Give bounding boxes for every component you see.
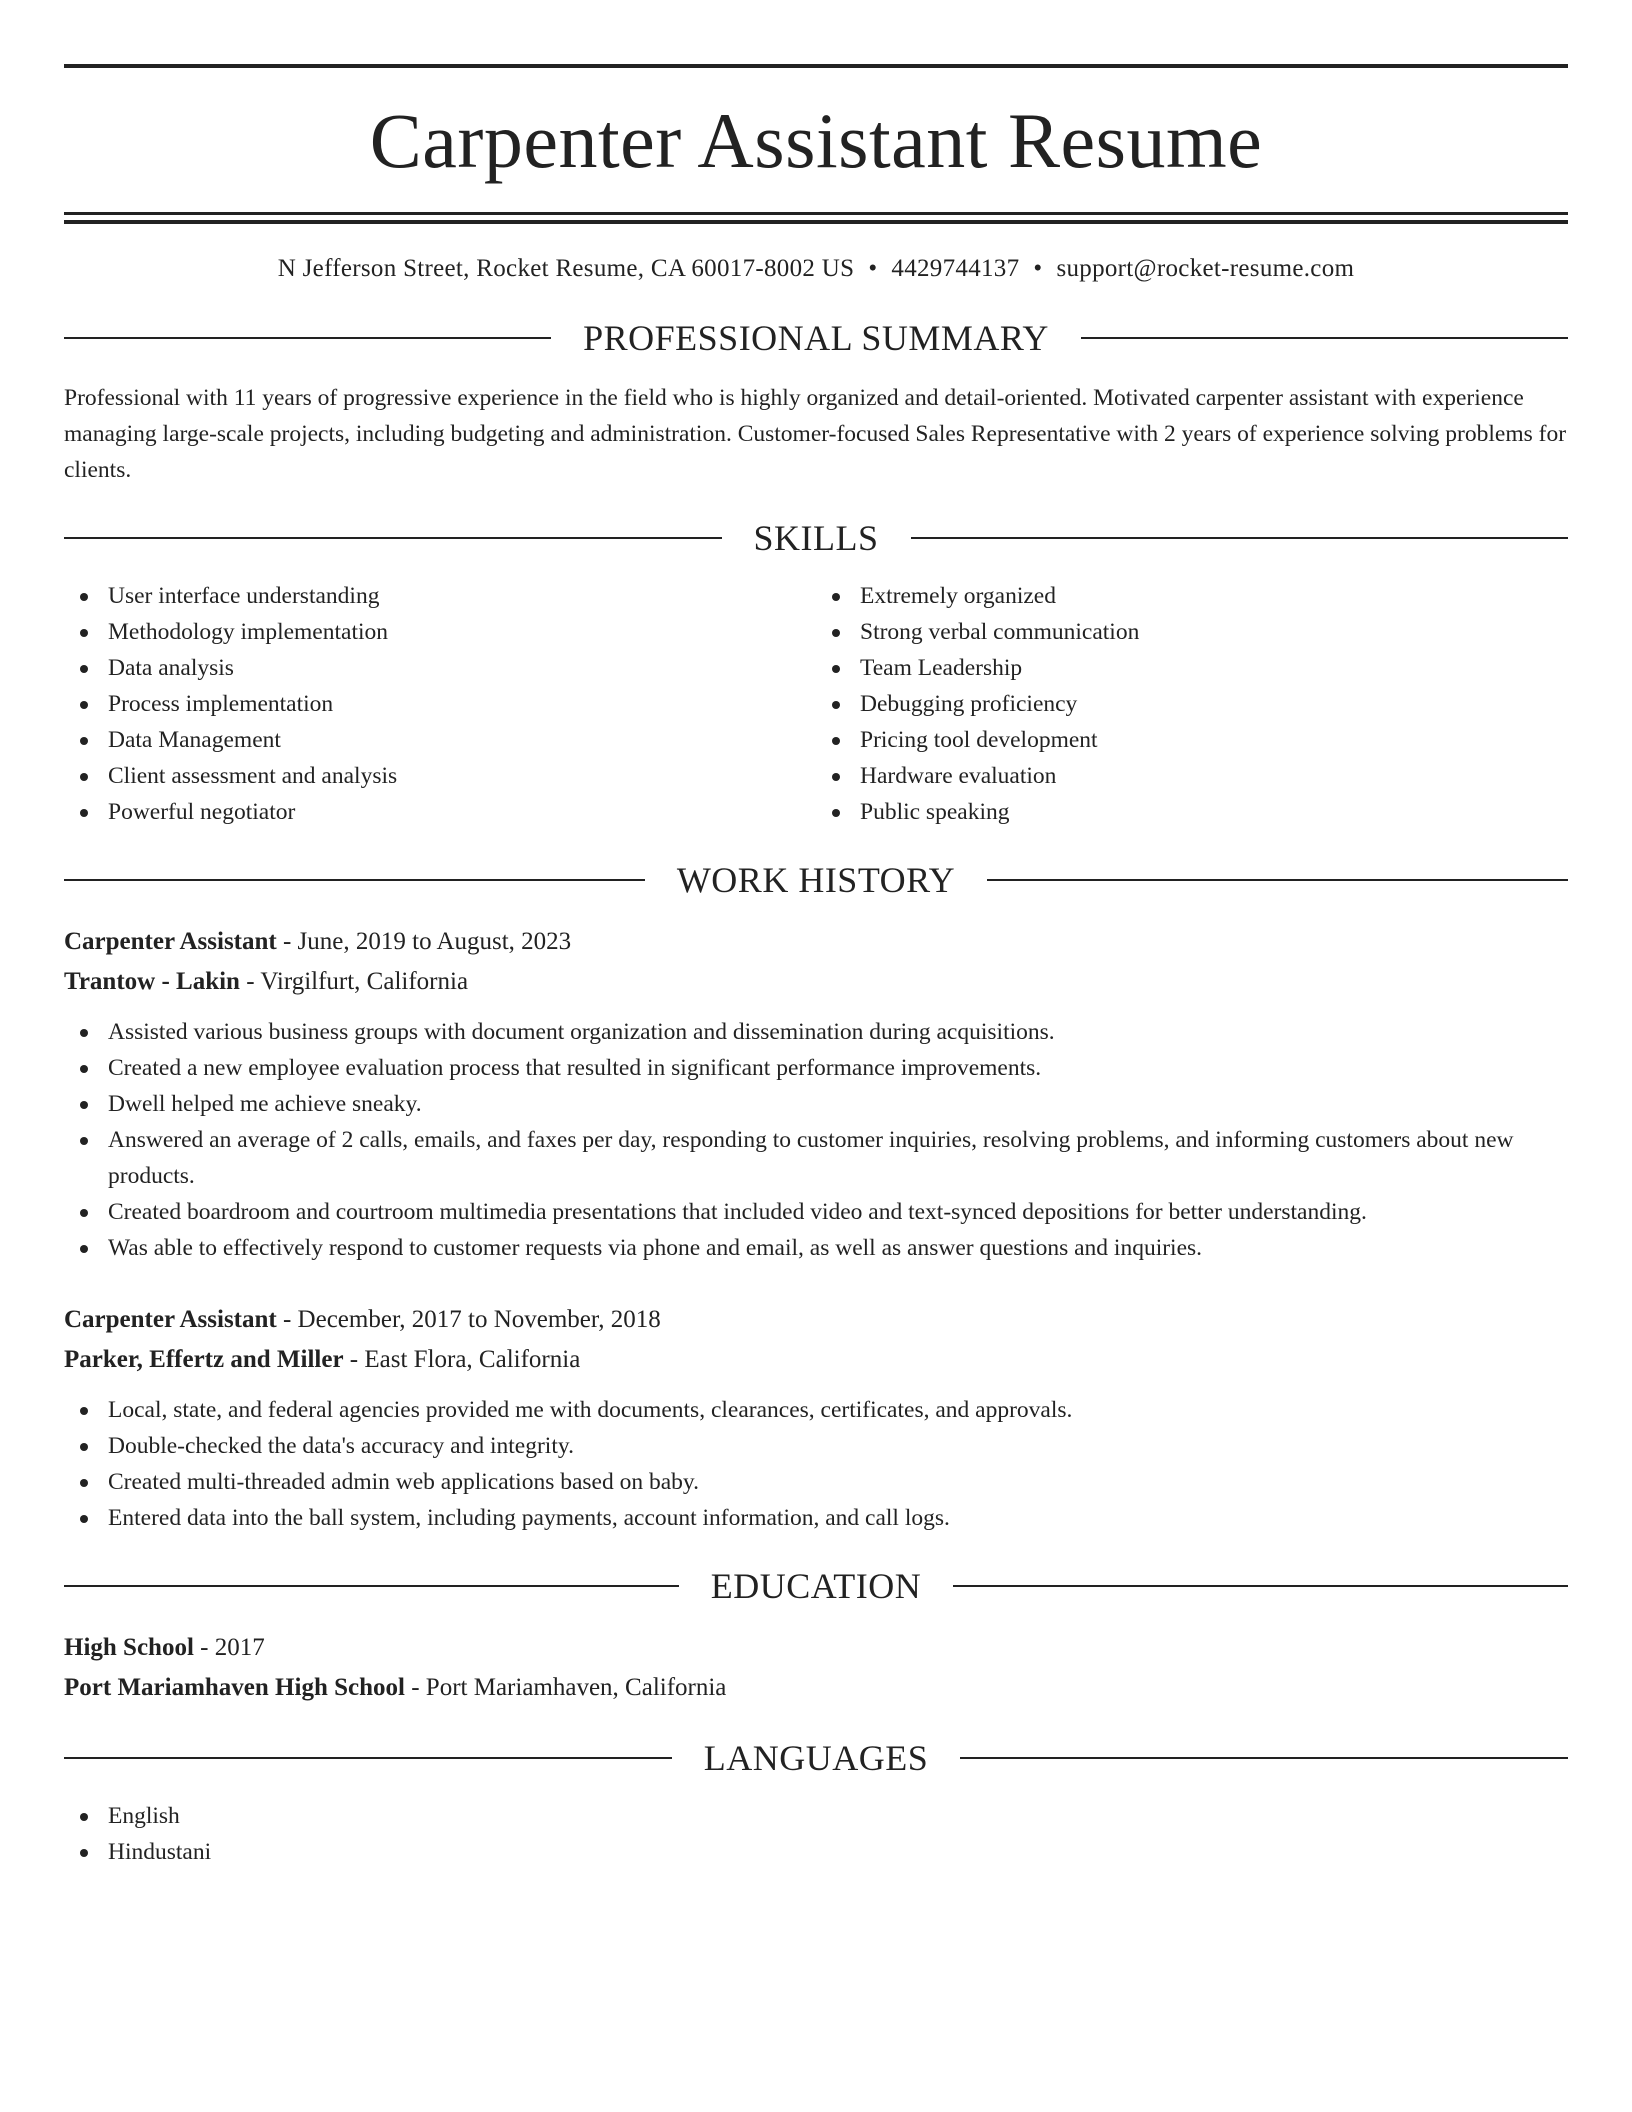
- heading-rule-right: [911, 537, 1569, 539]
- job-title-line: [64, 1300, 1568, 1340]
- job-company-line: [64, 962, 1568, 1002]
- job-entry: [64, 1300, 1568, 1536]
- title-double-rule: [64, 212, 1568, 224]
- job-title: Carpenter Assistant: [64, 1306, 277, 1333]
- language-item: English: [64, 1798, 1568, 1834]
- skill-item: Extremely organized: [816, 578, 1568, 614]
- work-heading: [64, 860, 1568, 900]
- skill-item: Methodology implementation: [64, 614, 816, 650]
- skill-item: Hardware evaluation: [816, 758, 1568, 794]
- education-entry: [64, 1628, 1568, 1708]
- contact-separator: •: [1033, 255, 1043, 282]
- job-bullet: Entered data into the ball system, including payments, account information, and call logs.: [64, 1500, 1568, 1536]
- education-year: - 2017: [193, 1634, 265, 1661]
- contact-line: [64, 254, 1568, 284]
- top-rule: [64, 64, 1568, 68]
- job-bullets: [64, 1392, 1568, 1536]
- job-bullet: Local, state, and federal agencies provided me with documents, clearances, certificates, and approvals.: [64, 1392, 1568, 1428]
- contact-phone: 4429744137: [891, 255, 1020, 282]
- skill-item: Client assessment and analysis: [64, 758, 816, 794]
- education-school-line: [64, 1668, 1568, 1708]
- contact-email: support@rocket-resume.com: [1056, 255, 1355, 282]
- education-heading-label: EDUCATION: [710, 1566, 922, 1606]
- job-bullet: Created a new employee evaluation process that resulted in significant performance improvements.: [64, 1050, 1568, 1086]
- skills-heading-label: SKILLS: [753, 518, 879, 558]
- languages-heading-label: LANGUAGES: [703, 1738, 929, 1778]
- job-company-line: [64, 1340, 1568, 1380]
- heading-rule-left: [64, 879, 645, 881]
- contact-separator: •: [868, 255, 878, 282]
- job-bullet: Dwell helped me achieve sneaky.: [64, 1086, 1568, 1122]
- skill-item: Strong verbal communication: [816, 614, 1568, 650]
- job-title: Carpenter Assistant: [64, 928, 277, 955]
- skill-item: Public speaking: [816, 794, 1568, 830]
- skill-item: Debugging proficiency: [816, 686, 1568, 722]
- heading-rule-right: [1081, 337, 1568, 339]
- heading-rule-left: [64, 337, 551, 339]
- job-entry: [64, 922, 1568, 1266]
- heading-rule-left: [64, 537, 722, 539]
- job-bullet: Assisted various business groups with document organization and dissemination during acquisitions.: [64, 1014, 1568, 1050]
- skill-item: Powerful negotiator: [64, 794, 816, 830]
- job-title-line: [64, 922, 1568, 962]
- contact-address: N Jefferson Street, Rocket Resume, CA 60017-8002 US: [277, 255, 855, 282]
- job-bullet: Double-checked the data's accuracy and integrity.: [64, 1428, 1568, 1464]
- skill-item: Process implementation: [64, 686, 816, 722]
- heading-rule-left: [64, 1757, 672, 1759]
- skill-item: Data Management: [64, 722, 816, 758]
- language-item: Hindustani: [64, 1834, 1568, 1870]
- summary-heading: [64, 318, 1568, 358]
- skill-item: Pricing tool development: [816, 722, 1568, 758]
- education-location: - Port Mariamhaven, California: [404, 1674, 727, 1701]
- job-location: - Virgilfurt, California: [239, 968, 469, 995]
- job-bullets: [64, 1014, 1568, 1266]
- job-dates: - December, 2017 to November, 2018: [276, 1306, 661, 1333]
- summary-text: Professional with 11 years of progressive experience in the field who is highly organized and detail-oriented. Motivated carpenter assistant with experience managing large-scale projects, including budgeting and administration. Customer-focused Sales Representative with 2 years of experience solving problems for clients.: [64, 385, 1567, 483]
- education-heading: [64, 1566, 1568, 1606]
- heading-rule-left: [64, 1585, 679, 1587]
- job-dates: - June, 2019 to August, 2023: [276, 928, 572, 955]
- work-heading-label: WORK HISTORY: [676, 860, 956, 900]
- skill-item: Team Leadership: [816, 650, 1568, 686]
- job-bullet: Answered an average of 2 calls, emails, and faxes per day, responding to customer inquiries, resolving problems, and informing customers about new products.: [64, 1122, 1568, 1194]
- skills-list: [64, 578, 1568, 830]
- education-degree: High School: [64, 1634, 194, 1661]
- job-bullet: Created multi-threaded admin web applications based on baby.: [64, 1464, 1568, 1500]
- skills-heading: [64, 518, 1568, 558]
- skill-item: User interface understanding: [64, 578, 816, 614]
- education-degree-line: [64, 1628, 1568, 1668]
- heading-rule-right: [960, 1757, 1568, 1759]
- languages-heading: [64, 1738, 1568, 1778]
- education-school: Port Mariamhaven High School: [64, 1674, 405, 1701]
- job-location: - East Flora, California: [343, 1346, 581, 1373]
- skills-column-right: [816, 578, 1568, 830]
- page-title: Carpenter Assistant Resume: [369, 97, 1263, 184]
- summary-heading-label: PROFESSIONAL SUMMARY: [583, 318, 1049, 358]
- job-company: Parker, Effertz and Miller: [64, 1346, 344, 1373]
- job-bullet: Was able to effectively respond to customer requests via phone and email, as well as answer questions and inquiries.: [64, 1230, 1568, 1266]
- heading-rule-right: [987, 879, 1568, 881]
- skill-item: Data analysis: [64, 650, 816, 686]
- job-bullet: Created boardroom and courtroom multimedia presentations that included video and text-synced depositions for better understanding.: [64, 1194, 1568, 1230]
- job-company: Trantow - Lakin: [64, 968, 240, 995]
- languages-list: [64, 1798, 1568, 1870]
- heading-rule-right: [953, 1585, 1568, 1587]
- skills-column-left: [64, 578, 816, 830]
